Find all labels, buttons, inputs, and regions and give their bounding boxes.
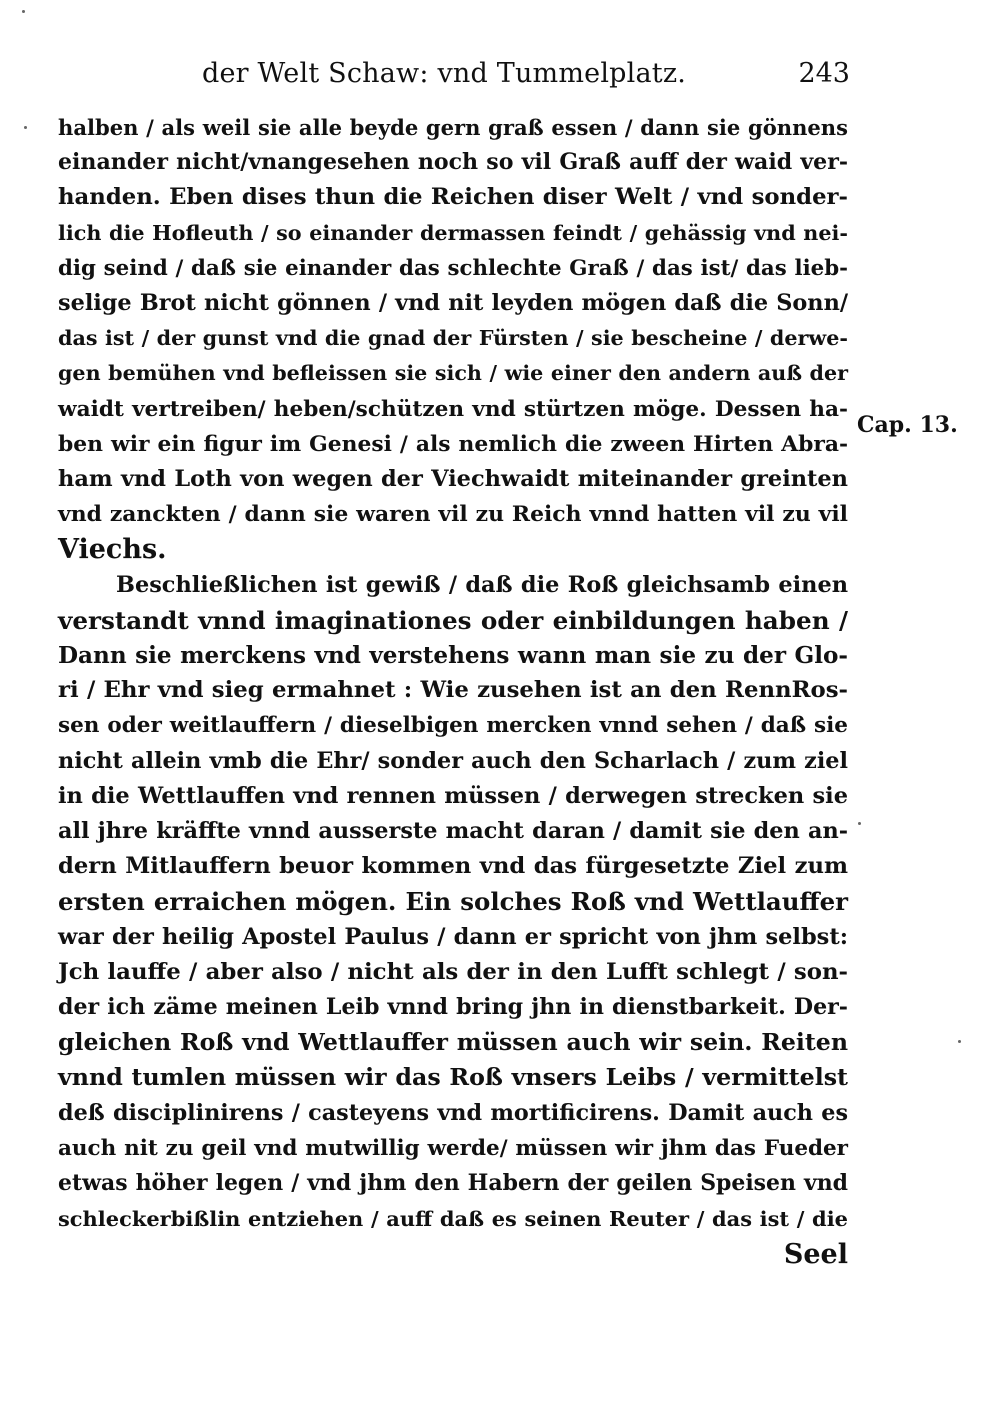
text-line: auch nit zu geil vnd mutwillig werde/ müssen wir jhm das Fueder bbox=[58, 1135, 848, 1161]
body-text bbox=[58, 110, 848, 1272]
text-line: verstandt vnnd imaginationes oder einbildungen haben / bbox=[58, 605, 848, 635]
page-number: 243 bbox=[798, 58, 850, 89]
page-header bbox=[190, 58, 850, 94]
text-line: deß disciplinirens / casteyens vnd mortificirens. Damit auch es bbox=[58, 1099, 848, 1126]
text-line: handen. Eben dises thun die Reichen diser Welt / vnd sonder- bbox=[58, 184, 848, 211]
text-line: in die Wettlauffen vnd rennen müssen / derwegen strecken sie bbox=[58, 782, 848, 809]
text-line: vnnd tumlen müssen wir das Roß vnsers Leibs / vermittelst bbox=[58, 1063, 848, 1092]
text-line: schleckerbißlin entziehen / auff daß es seinen Reuter / das ist / die bbox=[58, 1206, 848, 1232]
text-line: gen bemühen vnd befleissen sie sich / wie einer den andern auß der bbox=[58, 361, 848, 386]
marginal-note: Cap. 13. bbox=[857, 412, 958, 438]
text-line: lich die Hofleuth / so einander dermassen feindt / gehässig vnd nei- bbox=[58, 220, 848, 245]
text-line: einander nicht/vnangesehen noch so vil Graß auff der waid ver- bbox=[58, 149, 848, 176]
text-line: dern Mitlauffern beuor kommen vnd das fürgesetzte Ziel zum bbox=[58, 853, 848, 880]
text-line: ham vnd Loth von wegen der Viechwaidt miteinander greinten bbox=[58, 466, 848, 493]
text-line: Jch lauffe / aber also / nicht als der in den Lufft schlegt / son- bbox=[58, 958, 848, 985]
scan-speck bbox=[858, 822, 861, 825]
scan-speck bbox=[22, 10, 25, 13]
text-line: waidt vertreiben/ heben/schützen vnd stürtzen möge. Dessen ha- bbox=[58, 396, 848, 422]
text-line: dig seind / daß sie einander das schlechte Graß / das ist/ das lieb- bbox=[58, 255, 848, 281]
text-line: ersten erraichen mögen. Ein solches Roß vnd Wettlauffer bbox=[58, 887, 848, 917]
text-line: all jhre kräffte vnnd ausserste macht daran / damit sie den an- bbox=[58, 818, 848, 845]
text-line: sen oder weitlauffern / dieselbigen mercken vnnd sehen / daß sie bbox=[58, 713, 848, 739]
catchword: Seel bbox=[783, 1238, 848, 1270]
text-line: das ist / der gunst vnd die gnad der Fürsten / sie bescheine / derwe- bbox=[58, 326, 848, 351]
text-line: vnd zanckten / dann sie waren vil zu Reich vnnd hatten vil zu vil bbox=[58, 501, 848, 528]
paragraph bbox=[58, 568, 848, 1237]
text-line: Viechs. bbox=[58, 534, 167, 566]
text-line: halben / als weil sie alle beyde gern graß essen / dann sie gönnens bbox=[58, 115, 848, 140]
scan-speck bbox=[24, 126, 27, 129]
text-line: ri / Ehr vnd sieg ermahnet : Wie zusehen ist an den RennRos- bbox=[58, 677, 848, 704]
text-line: der ich zäme meinen Leib vnnd bring jhn in dienstbarkeit. Der- bbox=[58, 994, 848, 1021]
running-title: der Welt Schaw: vnd Tummelplatz. bbox=[202, 58, 687, 89]
text-line: selige Brot nicht gönnen / vnd nit leyden mögen daß die Sonn/ bbox=[58, 290, 848, 317]
text-line: war der heilig Apostel Paulus / dann er spricht von jhm selbst: bbox=[58, 923, 848, 950]
text-line: etwas höher legen / vnd jhm den Habern der geilen Speisen vnd bbox=[58, 1170, 848, 1197]
text-line: nicht allein vmb die Ehr/ sonder auch den Scharlach / zum ziel bbox=[58, 747, 848, 774]
text-line: Beschließlichen ist gewiß / daß die Roß gleichsamb einen bbox=[116, 571, 848, 598]
text-line: gleichen Roß vnd Wettlauffer müssen auch wir sein. Reiten bbox=[58, 1028, 848, 1057]
paragraph bbox=[58, 110, 848, 568]
text-line: ben wir ein figur im Genesi / als nemlich die zween Hirten Abra- bbox=[58, 431, 848, 457]
text-line: Dann sie merckens vnd verstehens wann man sie zu der Glo- bbox=[58, 642, 848, 670]
scan-speck bbox=[958, 1040, 961, 1043]
